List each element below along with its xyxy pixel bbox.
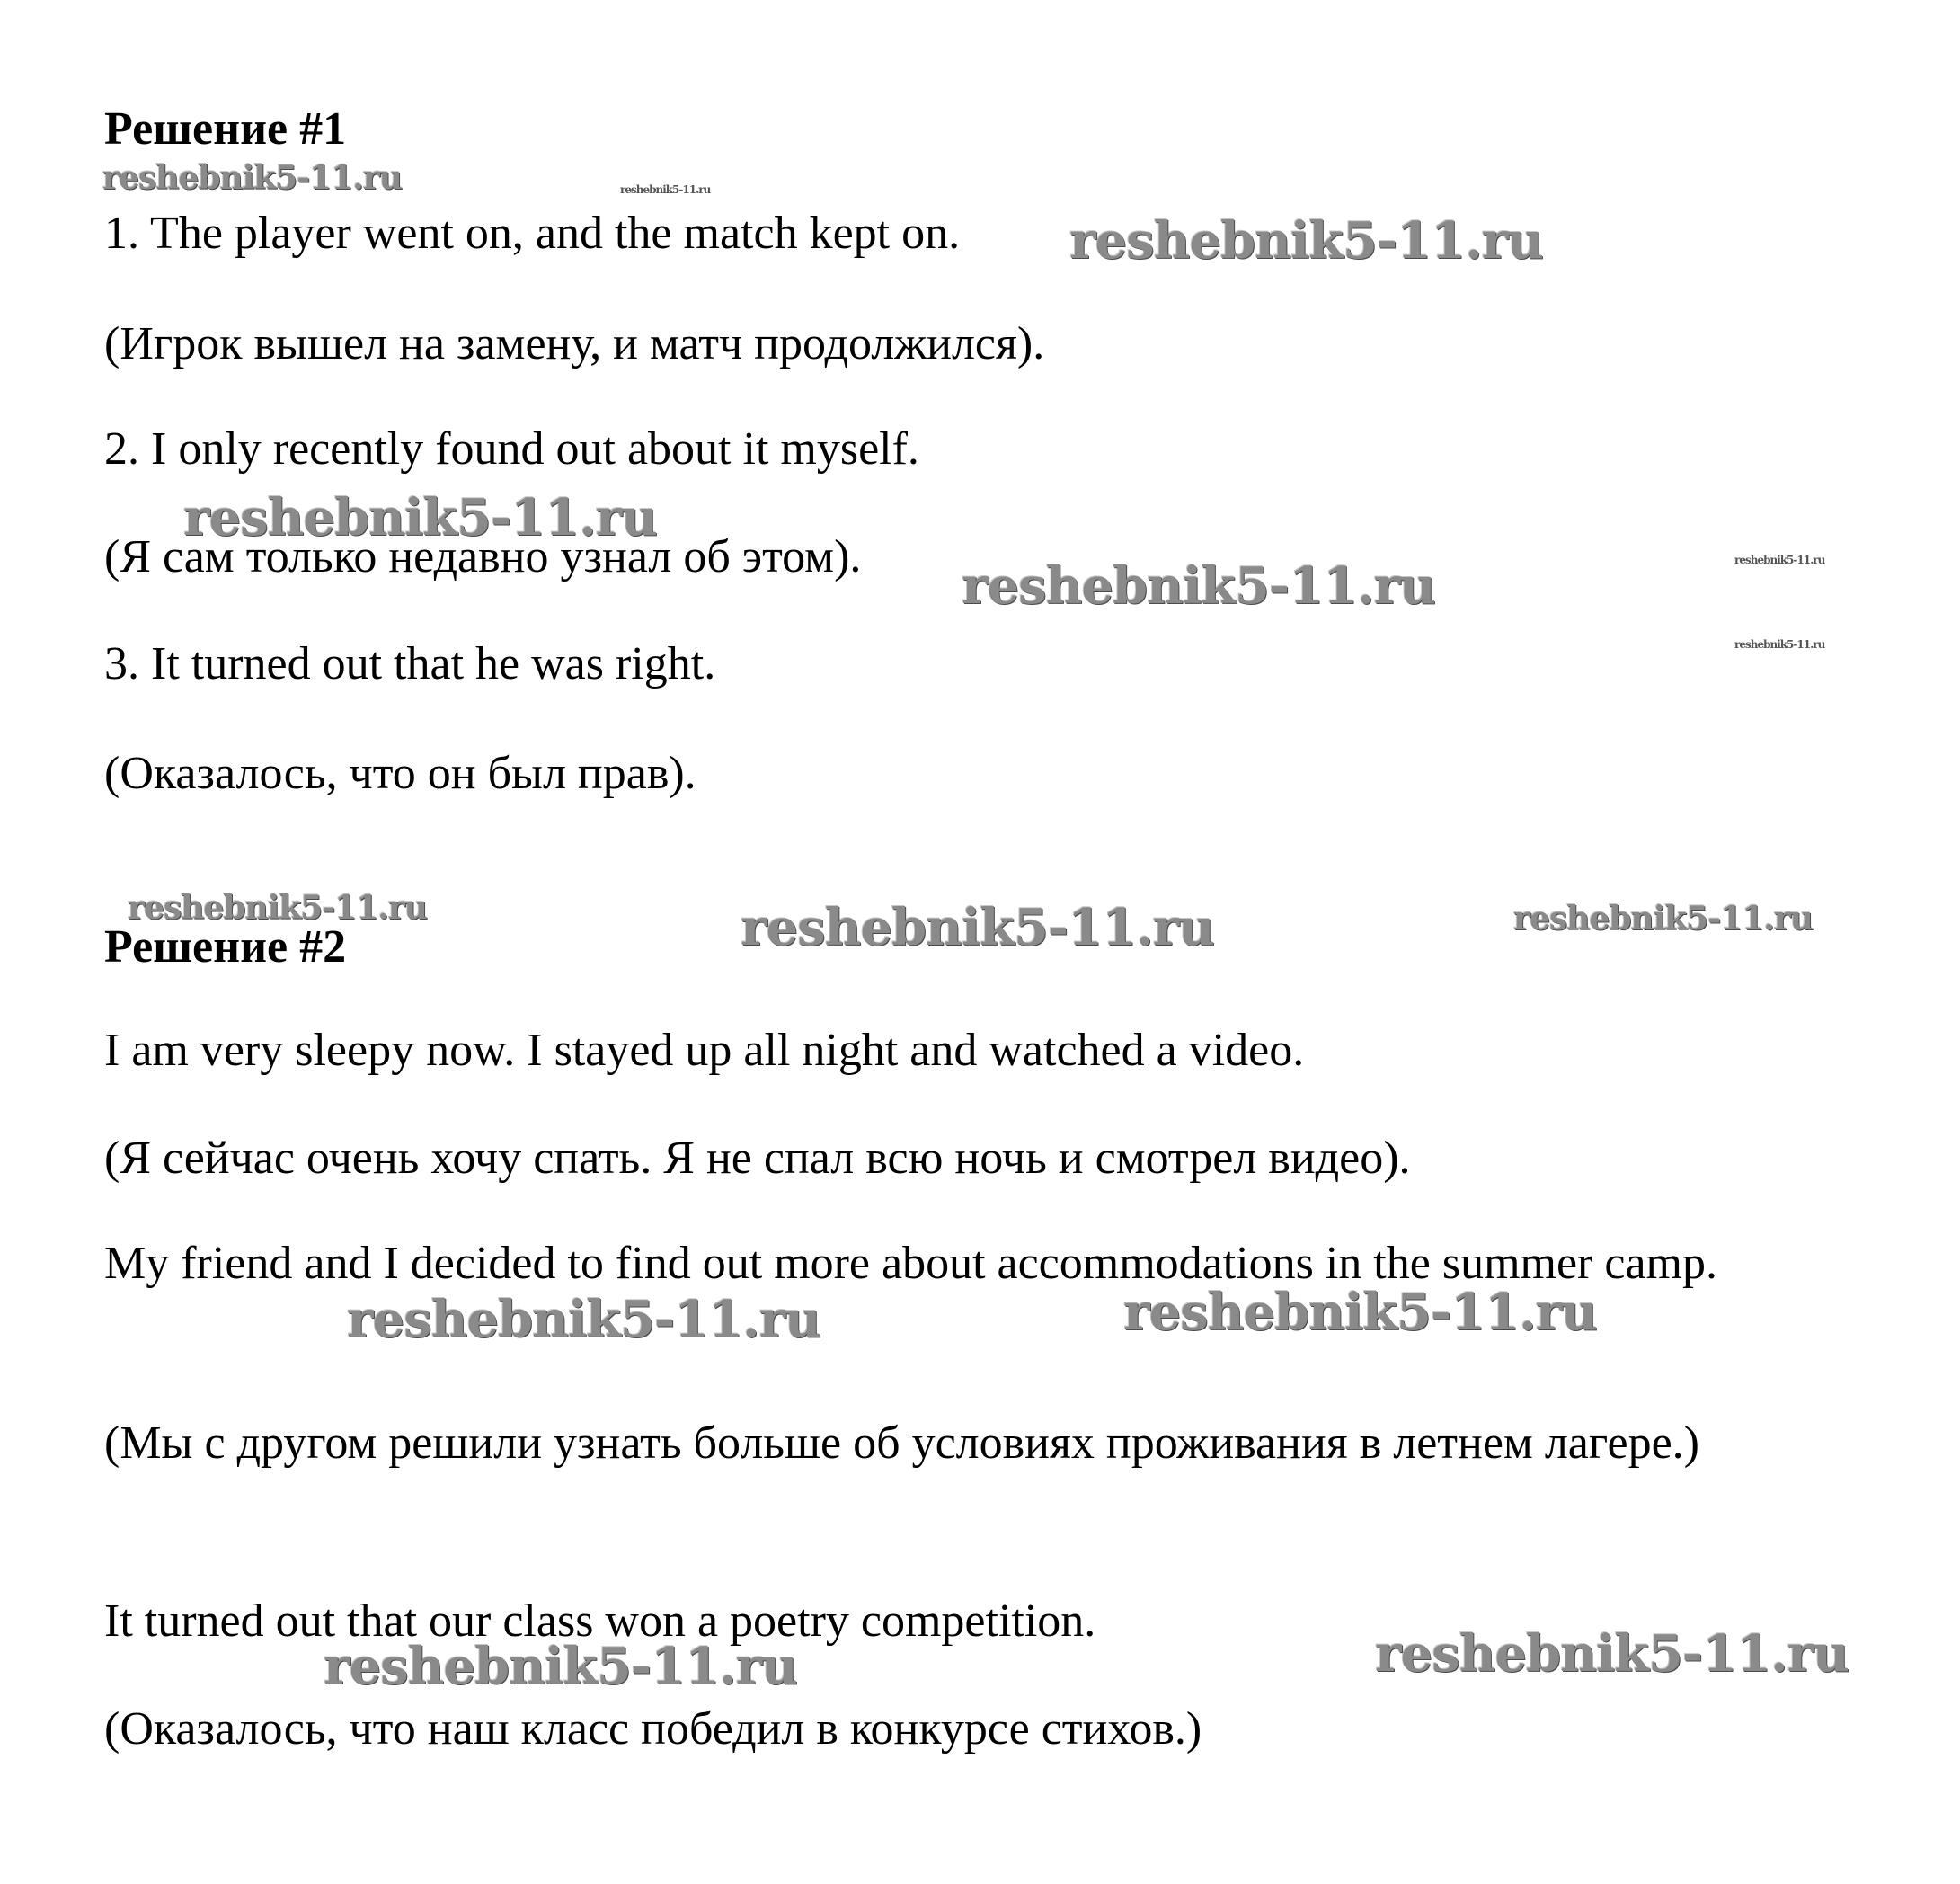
watermark: reshebnik5-11.ru	[1734, 638, 1825, 651]
solution-1-item-3-ru: (Оказалось, что он был прав).	[104, 748, 696, 799]
solution-1-item-3-en: 3. It turned out that he was right.	[104, 638, 716, 689]
watermark: reshebnik5-11.ru	[962, 556, 1435, 616]
solution-2-item-3-en: It turned out that our class won a poetry competition.	[104, 1595, 1096, 1647]
solution-1-heading: Решение #1	[104, 103, 347, 155]
solution-1-item-2-ru: (Я сам только недавно узнал об этом).	[104, 531, 862, 582]
watermark: reshebnik5-11.ru	[183, 488, 657, 547]
watermark: reshebnik5-11.ru	[1513, 900, 1813, 938]
solution-1-item-2-en: 2. I only recently found out about it myself.	[104, 423, 919, 475]
watermark: reshebnik5-11.ru	[1734, 554, 1825, 566]
watermark: reshebnik5-11.ru	[347, 1290, 820, 1349]
watermark: reshebnik5-11.ru	[128, 889, 427, 927]
watermark: reshebnik5-11.ru	[741, 898, 1214, 957]
solution-2-item-2-en: My friend and I decided to find out more about accommodations in the summer camp.	[104, 1238, 1717, 1289]
solution-1-item-1-ru: (Игрок вышел на замену, и матч продолжился).	[104, 318, 1045, 369]
watermark: reshebnik5-11.ru	[1123, 1283, 1597, 1342]
watermark: reshebnik5-11.ru	[620, 183, 711, 196]
solution-2-item-2-ru: (Мы с другом решили узнать больше об условиях проживания в летнем лагере.)	[104, 1417, 1699, 1469]
solution-2-heading: Решение #2	[104, 921, 347, 973]
solution-2-item-1-ru: (Я сейчас очень хочу спать. Я не спал всю ночь и смотрел видео).	[104, 1133, 1411, 1184]
watermark: reshebnik5-11.ru	[1069, 211, 1543, 271]
solution-2-item-3-ru: (Оказалось, что наш класс победил в конкурсе стихов.)	[104, 1703, 1202, 1755]
solution-1-item-1-en: 1. The player went on, and the match kept on.	[104, 208, 961, 259]
watermark: reshebnik5-11.ru	[324, 1637, 797, 1696]
watermark: reshebnik5-11.ru	[1375, 1624, 1849, 1684]
watermark: reshebnik5-11.ru	[102, 159, 402, 197]
solution-2-item-1-en: I am very sleepy now. I stayed up all night and watched a video.	[104, 1025, 1305, 1076]
